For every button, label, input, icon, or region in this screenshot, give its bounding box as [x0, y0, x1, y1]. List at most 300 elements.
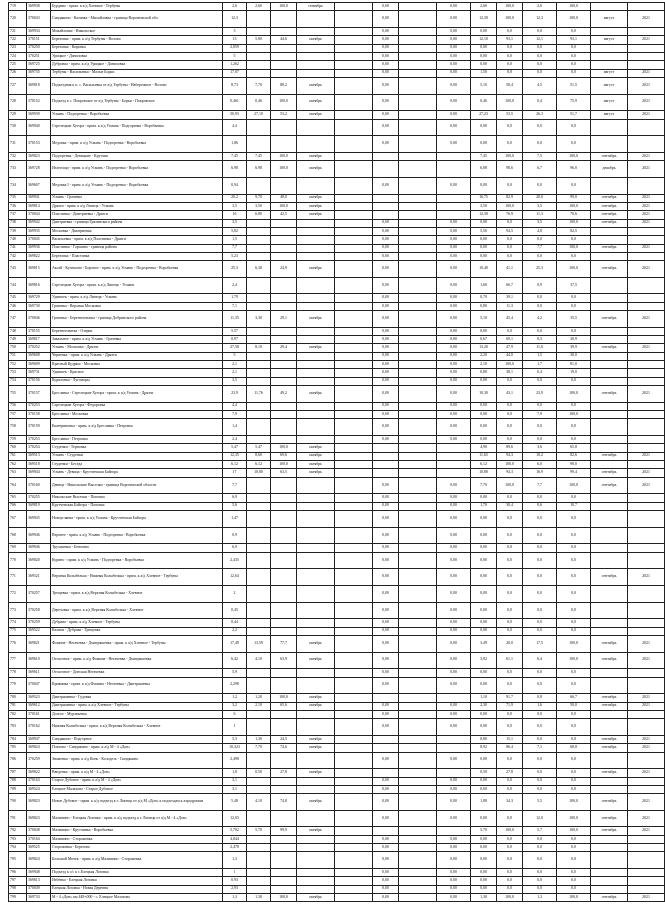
completion-month-cell: сентябрь — [591, 261, 628, 278]
col-i-cell: 0,00 — [373, 602, 399, 619]
table-row — [9, 877, 665, 885]
col-j-cell — [399, 852, 437, 869]
repair-month-cell — [297, 810, 335, 827]
length-cell: 8,73 — [223, 77, 247, 94]
planned-percent-cell: 43,1 — [497, 386, 523, 403]
col-k-cell: 0,00 — [437, 885, 471, 893]
completion-year-cell: 2021 — [628, 111, 665, 119]
table-row — [9, 194, 665, 202]
repaired-length-cell — [247, 544, 271, 552]
done-percent-cell: 0,0 — [557, 52, 591, 60]
table-row — [9, 544, 665, 552]
done-percent-cell: 0,0 — [557, 177, 591, 194]
road-repair-table-page — [8, 2, 650, 902]
repair-month-cell: октябрь — [297, 744, 335, 752]
road-id-cell: 370155 — [27, 327, 51, 335]
col-i-cell: 0,00 — [373, 835, 399, 843]
done-length-cell: 0,4 — [523, 369, 557, 377]
repaired-percent-cell — [271, 402, 297, 410]
repaired-percent-cell — [271, 777, 297, 785]
done-percent-cell: 0,0 — [557, 769, 591, 777]
completion-month-cell: сентябрь — [591, 477, 628, 494]
col-i-cell: 0,00 — [373, 544, 399, 552]
done-length-cell: 23,9 — [523, 386, 557, 403]
repaired-percent-cell: 42,5 — [271, 211, 297, 219]
road-name-cell: Медовка I - прим. к а/д Усмань - Подгоренка - Воробьевка — [51, 177, 223, 194]
road-name-cell: Стрелецкие Хутора - прим. к а/д Усмань - Подгоренка - Воробьевка — [51, 119, 223, 136]
planned-percent-cell: 0,0 — [497, 219, 523, 227]
completion-year-cell: 2021 — [628, 261, 665, 278]
col-h-cell — [335, 477, 373, 494]
col-h-cell — [335, 277, 373, 294]
repaired-percent-cell — [271, 302, 297, 310]
planned-percent-cell: 0,0 — [497, 785, 523, 793]
repaired-length-cell: 2,10 — [247, 702, 271, 710]
repair-month-cell: октябрь — [297, 386, 335, 403]
repaired-percent-cell — [271, 419, 297, 436]
road-id-cell: 370250 — [27, 44, 51, 52]
done-percent-cell: 99,0 — [557, 194, 591, 202]
col-j-cell — [399, 702, 437, 710]
planned-percent-cell: 0,0 — [497, 44, 523, 52]
col-j-cell — [399, 652, 437, 669]
repair-month-cell: октябрь — [297, 769, 335, 777]
road-id-cell: 369521 — [27, 569, 51, 586]
col-j-cell — [399, 719, 437, 736]
col-j-cell — [399, 894, 437, 902]
completion-year-cell — [628, 302, 665, 310]
length-cell: 17,49 — [223, 635, 247, 652]
completion-month-cell: сентябрь — [591, 769, 628, 777]
col-k-cell: 0,00 — [437, 852, 471, 869]
col-i-cell: 0,00 — [373, 352, 399, 360]
col-k-cell: 0,00 — [437, 52, 471, 60]
road-name-cell: Грачевка - Верхняя Московка — [51, 302, 223, 310]
completion-month-cell: сентябрь — [591, 827, 628, 835]
col-h-cell — [335, 827, 373, 835]
col-k-cell: 0,00 — [437, 752, 471, 769]
done-percent-cell: 30,9 — [557, 336, 591, 344]
table-row — [9, 436, 665, 444]
planned-length-cell: 4,90 — [471, 444, 497, 452]
done-length-cell: 16,9 — [523, 469, 557, 477]
planned-percent-cell: 100,0 — [497, 827, 523, 835]
row-number-cell: 791 — [9, 810, 27, 827]
row-number-cell: 749 — [9, 336, 27, 344]
repaired-percent-cell — [271, 719, 297, 736]
done-percent-cell: 0,0 — [557, 402, 591, 410]
repair-month-cell — [297, 419, 335, 436]
road-name-cell: Подъезд к с. Покровское от а/д Тербуны - Борки - Покровское — [51, 94, 223, 111]
row-number-cell: 780 — [9, 694, 27, 702]
repair-month-cell — [297, 785, 335, 793]
completion-month-cell — [591, 177, 628, 194]
planned-length-cell: 7,45 — [471, 152, 497, 160]
completion-month-cell: сентябрь — [591, 635, 628, 652]
done-length-cell: 0,8 — [523, 694, 557, 702]
repaired-length-cell — [247, 352, 271, 360]
road-name-cell: Введенка - прим. к а/д М - 4 «Дон» — [51, 769, 223, 777]
col-k-cell: 0,00 — [437, 669, 471, 677]
done-length-cell: 0,0 — [523, 569, 557, 586]
done-percent-cell: 0,0 — [557, 869, 591, 877]
repaired-length-cell — [247, 27, 271, 35]
row-number-cell: 730 — [9, 119, 27, 136]
table-row — [9, 94, 665, 111]
length-cell: 7,9 — [223, 411, 247, 419]
repaired-percent-cell — [271, 502, 297, 510]
repaired-percent-cell: 100,0 — [271, 202, 297, 210]
table-row — [9, 794, 665, 811]
road-name-cell: Елецкое Малахово - Старое Дубовое — [51, 785, 223, 793]
table-row — [9, 494, 665, 502]
col-i-cell: 0,00 — [373, 302, 399, 310]
done-length-cell: 0,9 — [523, 277, 557, 294]
completion-year-cell — [628, 277, 665, 294]
planned-length-cell: 12,10 — [471, 36, 497, 44]
done-percent-cell: 0,0 — [557, 719, 591, 736]
road-name-cell: Калина - Дубрава - Трещевка — [51, 627, 223, 635]
row-number-cell: 723 — [9, 44, 27, 52]
col-i-cell — [373, 694, 399, 702]
road-id-cell: 369731 — [27, 369, 51, 377]
repaired-percent-cell — [271, 136, 297, 153]
length-cell: 4,4 — [223, 119, 247, 136]
completion-year-cell: 2021 — [628, 769, 665, 777]
completion-year-cell — [628, 877, 665, 885]
row-number-cell: 776 — [9, 635, 27, 652]
completion-year-cell: 2021 — [628, 244, 665, 252]
col-h-cell — [335, 302, 373, 310]
col-i-cell: 0,00 — [373, 511, 399, 528]
repaired-length-cell: 9,70 — [247, 194, 271, 202]
col-k-cell: 0,00 — [437, 227, 471, 235]
completion-year-cell: 2021 — [628, 452, 665, 460]
row-number-cell: 796 — [9, 869, 27, 877]
col-j-cell — [399, 810, 437, 827]
col-k-cell — [437, 202, 471, 210]
col-j-cell — [399, 511, 437, 528]
col-h-cell — [335, 3, 373, 11]
repaired-percent-cell — [271, 369, 297, 377]
col-h-cell — [335, 419, 373, 436]
done-length-cell: 3,5 — [523, 202, 557, 210]
completion-year-cell — [628, 419, 665, 436]
done-percent-cell: 0,0 — [557, 877, 591, 885]
repaired-percent-cell — [271, 885, 297, 893]
completion-month-cell — [591, 252, 628, 260]
planned-length-cell: 0,00 — [471, 494, 497, 502]
planned-length-cell: 10,80 — [471, 469, 497, 477]
table-row — [9, 585, 665, 602]
col-k-cell: 0,00 — [437, 494, 471, 502]
done-percent-cell: 68,8 — [557, 744, 591, 752]
done-length-cell: 1,3 — [523, 894, 557, 902]
table-row — [9, 277, 665, 294]
road-id-cell: 369816 — [27, 277, 51, 294]
col-j-cell — [399, 436, 437, 444]
completion-year-cell — [628, 544, 665, 552]
repair-month-cell — [297, 27, 335, 35]
col-h-cell — [335, 777, 373, 785]
completion-month-cell — [591, 835, 628, 843]
done-percent-cell: 19,0 — [557, 369, 591, 377]
completion-year-cell: 2021 — [628, 702, 665, 710]
planned-length-cell: 0,70 — [471, 294, 497, 302]
road-name-cell: Аксай - Кулешово - Боровое - прим. к а/д Усмань - Подгоренка - Воробьевка — [51, 261, 223, 278]
col-j-cell — [399, 694, 437, 702]
repaired-length-cell: 1,20 — [247, 694, 271, 702]
repaired-percent-cell — [271, 619, 297, 627]
repaired-length-cell — [247, 336, 271, 344]
road-id-cell: 369525 — [27, 844, 51, 852]
completion-year-cell — [628, 719, 665, 736]
done-percent-cell: 100,0 — [557, 11, 591, 28]
col-j-cell — [399, 77, 437, 94]
road-id-cell: 370158 — [27, 411, 51, 419]
planned-percent-cell: 0,0 — [497, 710, 523, 718]
done-length-cell: 0,0 — [523, 619, 557, 627]
road-name-cell: М - 4 «Дон» км 448+000 - с. Елецкое Малахово — [51, 894, 223, 902]
table-row — [9, 311, 665, 328]
planned-length-cell: 2,10 — [471, 361, 497, 369]
table-row — [9, 502, 665, 510]
repaired-length-cell — [247, 69, 271, 77]
col-j-cell — [399, 311, 437, 328]
repaired-percent-cell: 100,0 — [271, 3, 297, 11]
planned-length-cell: 0,00 — [471, 411, 497, 419]
planned-length-cell: 0,00 — [471, 752, 497, 769]
table-row — [9, 336, 665, 344]
col-i-cell: 0,00 — [373, 386, 399, 403]
road-id-cell: 370044 — [27, 211, 51, 219]
col-h-cell — [335, 194, 373, 202]
repaired-length-cell — [247, 885, 271, 893]
road-id-cell: 370259 — [27, 619, 51, 627]
repaired-length-cell: 5,70 — [247, 827, 271, 835]
repaired-percent-cell — [271, 294, 297, 302]
repair-month-cell — [297, 511, 335, 528]
col-k-cell — [437, 152, 471, 160]
repaired-percent-cell — [271, 436, 297, 444]
col-j-cell — [399, 302, 437, 310]
repaired-length-cell — [247, 227, 271, 235]
repaired-length-cell: 5,80 — [247, 36, 271, 44]
done-length-cell: 0,0 — [523, 677, 557, 694]
planned-percent-cell: 100,0 — [497, 361, 523, 369]
col-h-cell — [335, 327, 373, 335]
table-row — [9, 669, 665, 677]
table-row — [9, 677, 665, 694]
road-name-cell: Дмитряшевка - прим. к а/д Хлевное - Тербуны — [51, 702, 223, 710]
completion-month-cell — [591, 44, 628, 52]
row-number-cell: 732 — [9, 152, 27, 160]
road-id-cell: 370045 — [27, 236, 51, 244]
completion-month-cell: август — [591, 94, 628, 111]
col-i-cell: 0,00 — [373, 777, 399, 785]
col-h-cell — [335, 52, 373, 60]
table-row — [9, 302, 665, 310]
col-h-cell — [335, 494, 373, 502]
table-row — [9, 252, 665, 260]
col-i-cell — [373, 744, 399, 752]
road-id-cell: 369730 — [27, 302, 51, 310]
completion-month-cell — [591, 619, 628, 627]
done-length-cell: 7,1 — [523, 744, 557, 752]
repaired-length-cell — [247, 569, 271, 586]
planned-percent-cell: 0,0 — [497, 569, 523, 586]
length-cell: 5,47 — [223, 444, 247, 452]
completion-year-cell: 2021 — [628, 827, 665, 835]
repaired-length-cell — [247, 777, 271, 785]
repair-month-cell — [297, 377, 335, 385]
repaired-percent-cell — [271, 710, 297, 718]
planned-percent-cell: 0,0 — [497, 52, 523, 60]
completion-month-cell — [591, 852, 628, 869]
col-j-cell — [399, 627, 437, 635]
road-name-cell: Отскочное - Донская Негачевка — [51, 669, 223, 677]
repaired-percent-cell — [271, 219, 297, 227]
col-h-cell — [335, 894, 373, 902]
col-h-cell — [335, 244, 373, 252]
repair-month-cell: октябрь — [297, 111, 335, 119]
planned-length-cell: 2,60 — [471, 3, 497, 11]
col-i-cell: 0,00 — [373, 635, 399, 652]
repair-month-cell — [297, 69, 335, 77]
repaired-length-cell: 2,60 — [247, 3, 271, 11]
col-i-cell: 0,00 — [373, 885, 399, 893]
road-name-cell: Дмитриевка - граница Грязинского района — [51, 219, 223, 227]
length-cell: 2,4 — [223, 277, 247, 294]
planned-length-cell: 0,00 — [471, 585, 497, 602]
done-length-cell: 0,0 — [523, 436, 557, 444]
repair-month-cell — [297, 277, 335, 294]
col-k-cell: 0,00 — [437, 236, 471, 244]
road-name-cell: Нижняя Колыбелька - прим. к а/д Верхняя Колыбелька - Хлевное — [51, 719, 223, 736]
col-k-cell: 0,00 — [437, 619, 471, 627]
repaired-percent-cell: 100,0 — [271, 461, 297, 469]
col-j-cell — [399, 261, 437, 278]
planned-percent-cell: 58,4 — [497, 77, 523, 94]
col-j-cell — [399, 211, 437, 219]
road-name-cell: Удвишек - Красное — [51, 369, 223, 377]
completion-month-cell — [591, 677, 628, 694]
col-j-cell — [399, 835, 437, 843]
table-row — [9, 885, 665, 893]
col-h-cell — [335, 769, 373, 777]
col-i-cell — [373, 469, 399, 477]
road-name-cell: Крутченская Байгора - Поповка — [51, 502, 223, 510]
col-k-cell: 0,00 — [437, 527, 471, 544]
done-length-cell: 0,0 — [523, 119, 557, 136]
completion-month-cell — [591, 461, 628, 469]
completion-month-cell — [591, 785, 628, 793]
road-id-cell: 369822 — [27, 252, 51, 260]
planned-percent-cell: 0,0 — [497, 411, 523, 419]
repair-month-cell: октябрь — [297, 94, 335, 111]
repaired-percent-cell — [271, 277, 297, 294]
col-k-cell: 0,00 — [437, 502, 471, 510]
row-number-cell: 793 — [9, 835, 27, 843]
repaired-percent-cell — [271, 844, 297, 852]
table-row — [9, 869, 665, 877]
done-percent-cell: 0,0 — [557, 119, 591, 136]
road-id-cell: 370159 — [27, 419, 51, 436]
road-id-cell: 369728 — [27, 161, 51, 178]
col-j-cell — [399, 244, 437, 252]
road-name-cell: Бреславка - Московка — [51, 411, 223, 419]
col-j-cell — [399, 752, 437, 769]
col-i-cell — [373, 194, 399, 202]
road-name-cell: Пластинка - Дмитриевка - Дрязги — [51, 211, 223, 219]
done-percent-cell: 39,9 — [557, 344, 591, 352]
col-i-cell: 0,00 — [373, 236, 399, 244]
completion-year-cell — [628, 461, 665, 469]
col-j-cell — [399, 544, 437, 552]
col-j-cell — [399, 669, 437, 677]
road-name-cell: Малинино - Елецкая Лозовка - прим. к а/д подъезд к г. Липецк от а/д М - 4 «Дон» — [51, 810, 223, 827]
planned-length-cell: 2,20 — [471, 352, 497, 360]
completion-month-cell: декабрь — [591, 161, 628, 178]
table-row — [9, 111, 665, 119]
planned-length-cell: 0,00 — [471, 544, 497, 552]
planned-length-cell: 0,00 — [471, 436, 497, 444]
col-i-cell — [373, 211, 399, 219]
col-h-cell — [335, 452, 373, 460]
col-j-cell — [399, 294, 437, 302]
road-name-cell: Медовка - прим. к а/д Усмань - Подгоренка - Воробьевка — [51, 136, 223, 153]
repair-month-cell: октябрь — [297, 194, 335, 202]
col-j-cell — [399, 3, 437, 11]
col-j-cell — [399, 877, 437, 885]
row-number-cell: 764 — [9, 477, 27, 494]
planned-percent-cell: 41,1 — [497, 261, 523, 278]
road-name-cell: Екатериновка - прим. к а/д Бреславка - Петровка — [51, 419, 223, 436]
completion-year-cell: 2021 — [628, 202, 665, 210]
col-k-cell: 0,00 — [437, 602, 471, 619]
planned-percent-cell: 100,0 — [497, 3, 523, 11]
completion-year-cell — [628, 44, 665, 52]
repair-month-cell: октябрь — [297, 161, 335, 178]
col-h-cell — [335, 152, 373, 160]
table-row — [9, 694, 665, 702]
table-row — [9, 652, 665, 669]
repair-month-cell — [297, 236, 335, 244]
repaired-percent-cell: 100,0 — [271, 161, 297, 178]
col-h-cell — [335, 27, 373, 35]
completion-year-cell: 2021 — [628, 94, 665, 111]
road-name-cell: Большой Мочек - прим. к а/д Малинино - Сторожевка — [51, 852, 223, 869]
planned-length-cell: 0,00 — [471, 719, 497, 736]
repair-month-cell: октябрь — [297, 77, 335, 94]
table-row — [9, 402, 665, 410]
col-j-cell — [399, 477, 437, 494]
repaired-percent-cell — [271, 852, 297, 869]
road-id-cell: 369945 — [27, 511, 51, 528]
length-cell: 5,3 — [223, 735, 247, 743]
repair-month-cell — [297, 436, 335, 444]
road-id-cell: 370253 — [27, 402, 51, 410]
done-percent-cell: 0,0 — [557, 552, 591, 569]
col-k-cell: 0,00 — [437, 702, 471, 710]
col-k-cell — [437, 444, 471, 452]
planned-length-cell: 8,92 — [471, 744, 497, 752]
length-cell: 27,58 — [223, 344, 247, 352]
repaired-length-cell — [247, 244, 271, 252]
completion-year-cell: 2021 — [628, 810, 665, 827]
completion-month-cell — [591, 327, 628, 335]
completion-month-cell: сентябрь — [591, 311, 628, 328]
